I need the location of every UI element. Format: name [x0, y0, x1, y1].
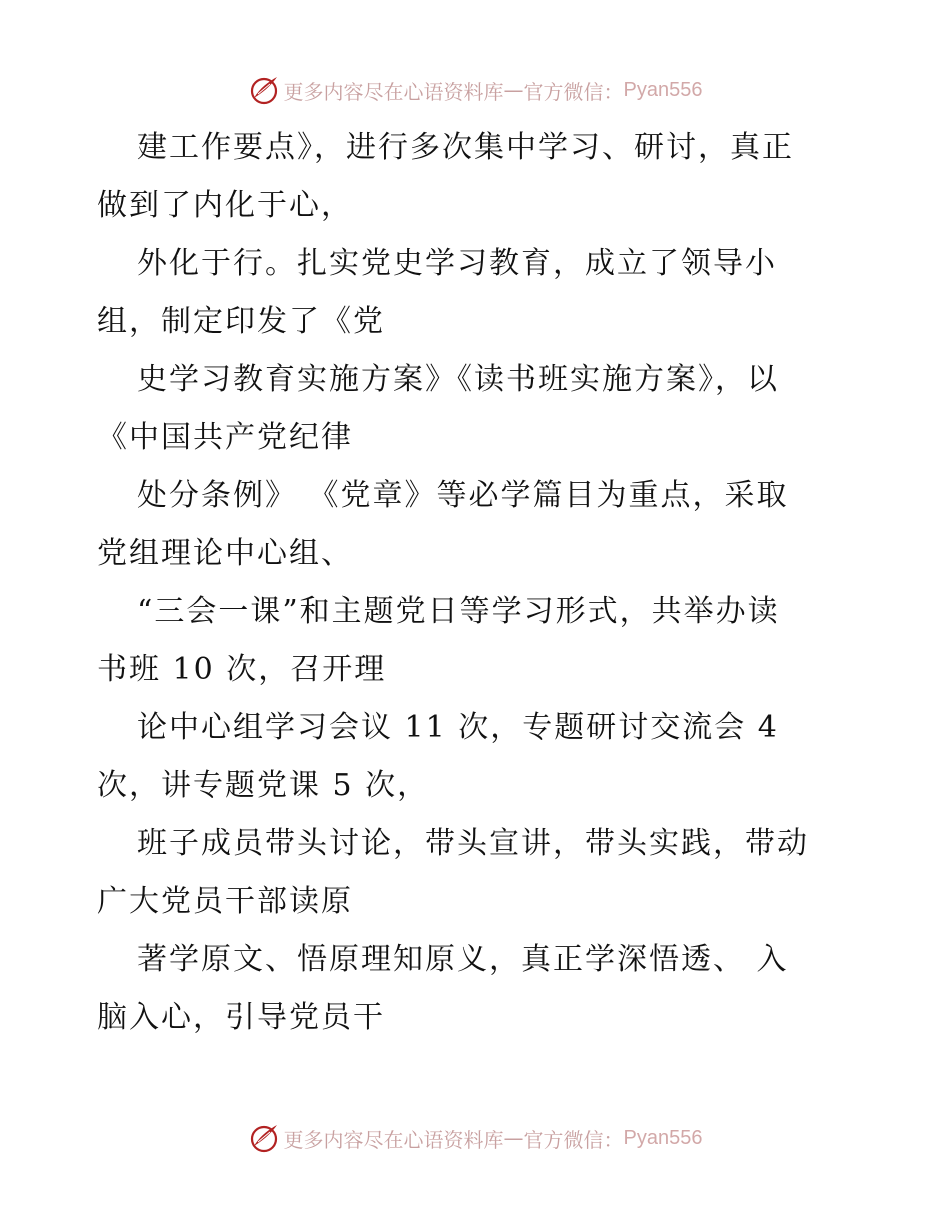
text-line: 《中国共产党纪律 — [97, 420, 353, 455]
text-line: 脑入心，引导党员干 — [97, 1000, 385, 1035]
header-separator: — — [503, 78, 524, 102]
text-line: 著学原文、悟原理知原义，真正学深悟透、 入 — [137, 942, 789, 977]
footer-wechat-label: 官方微信： — [523, 1127, 624, 1152]
text-line: 论中心组学习会议 11 次，专题研讨交流会 4 — [137, 710, 779, 745]
text-line: 广大党员干部读原 — [97, 884, 353, 919]
text-line: 党组理论中心组、 — [97, 536, 353, 571]
header-wechat-id: Pyan556 — [623, 78, 703, 101]
header-watermark — [0, 70, 950, 110]
text-line: 班子成员带头讨论，带头宣讲，带头实践，带动 — [137, 826, 809, 861]
text-line: 处分条例》 《党章》等必学篇目为重点，采取 — [137, 478, 789, 513]
text-line: 书班 10 次，召开理 — [97, 652, 387, 687]
text-line: 做到了内化于心， — [97, 188, 353, 223]
text-line: 外化于行。扎实党史学习教育，成立了领导小 — [137, 246, 777, 281]
feather-pen-icon — [248, 74, 280, 106]
footer-brand-text: 更多内容尽在心语资料库 — [283, 1127, 504, 1152]
text-line: 史学习教育实施方案》《读书班实施方案》，以 — [137, 362, 779, 397]
header-wechat-label: 官方微信： — [523, 79, 624, 104]
text-line: 建工作要点》，进行多次集中学习、研讨，真正 — [137, 130, 794, 165]
text-line: 次，讲专题党课 5 次， — [97, 768, 430, 803]
text-line: 组，制定印发了《党 — [97, 304, 385, 339]
feather-pen-icon — [248, 1122, 280, 1154]
document-body — [97, 119, 857, 1047]
header-brand-text: 更多内容尽在心语资料库 — [283, 79, 504, 104]
footer-watermark — [0, 1118, 950, 1158]
footer-separator: — — [503, 1126, 524, 1150]
footer-wechat-id: Pyan556 — [623, 1126, 703, 1149]
text-line: “三会一课”和主题党日等学习形式，共举办读 — [137, 594, 780, 629]
